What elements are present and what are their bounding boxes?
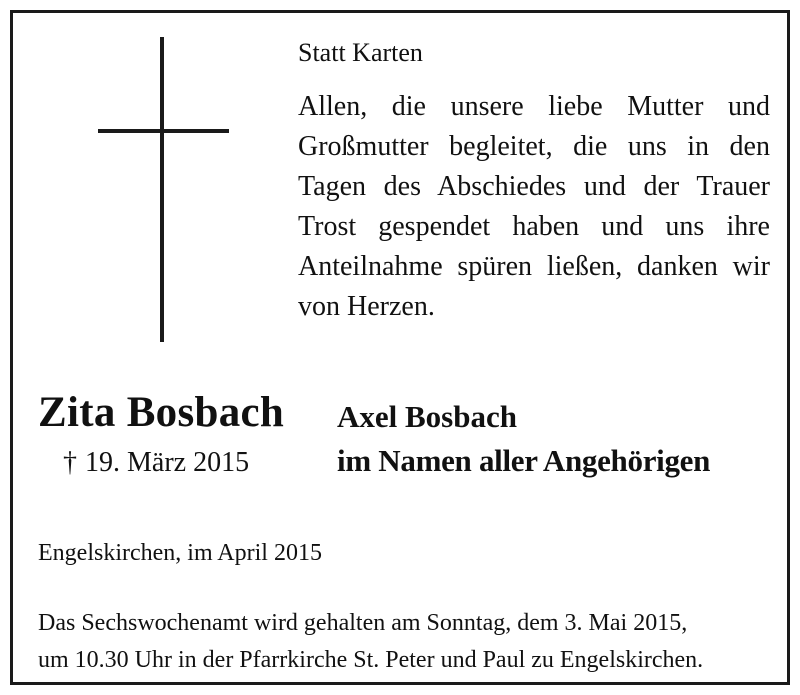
deceased-name: Zita Bosbach xyxy=(38,389,285,436)
mourner-name: Axel Bosbach xyxy=(337,399,517,434)
cross-vertical-bar xyxy=(160,37,164,342)
place-date: Engelskirchen, im April 2015 xyxy=(38,540,322,566)
notice-border xyxy=(10,10,790,685)
dagger-icon: † xyxy=(63,447,77,478)
cross-horizontal-bar xyxy=(98,129,229,133)
thanks-text: Allen, die unsere liebe Mutter und Großmutter begleitet, die uns in den Tagen des Abschiedes und der Trauer Trost gespendet haben und uns ihre Anteilnahme spüren ließen, danken wir von Herzen. xyxy=(298,91,770,322)
death-date: 19. März 2015 xyxy=(85,447,250,478)
service-line-1: Das Sechswochenamt wird gehalten am Sonntag, dem 3. Mai 2015, xyxy=(38,610,688,636)
service-announcement xyxy=(38,605,773,679)
death-date-line xyxy=(63,445,249,481)
service-line-2: um 10.30 Uhr in der Pfarrkirche St. Peter und Paul zu Engelskirchen. xyxy=(38,647,704,673)
mourner-subtitle: im Namen aller Angehörigen xyxy=(337,443,711,478)
notice-heading: Statt Karten xyxy=(298,38,423,67)
